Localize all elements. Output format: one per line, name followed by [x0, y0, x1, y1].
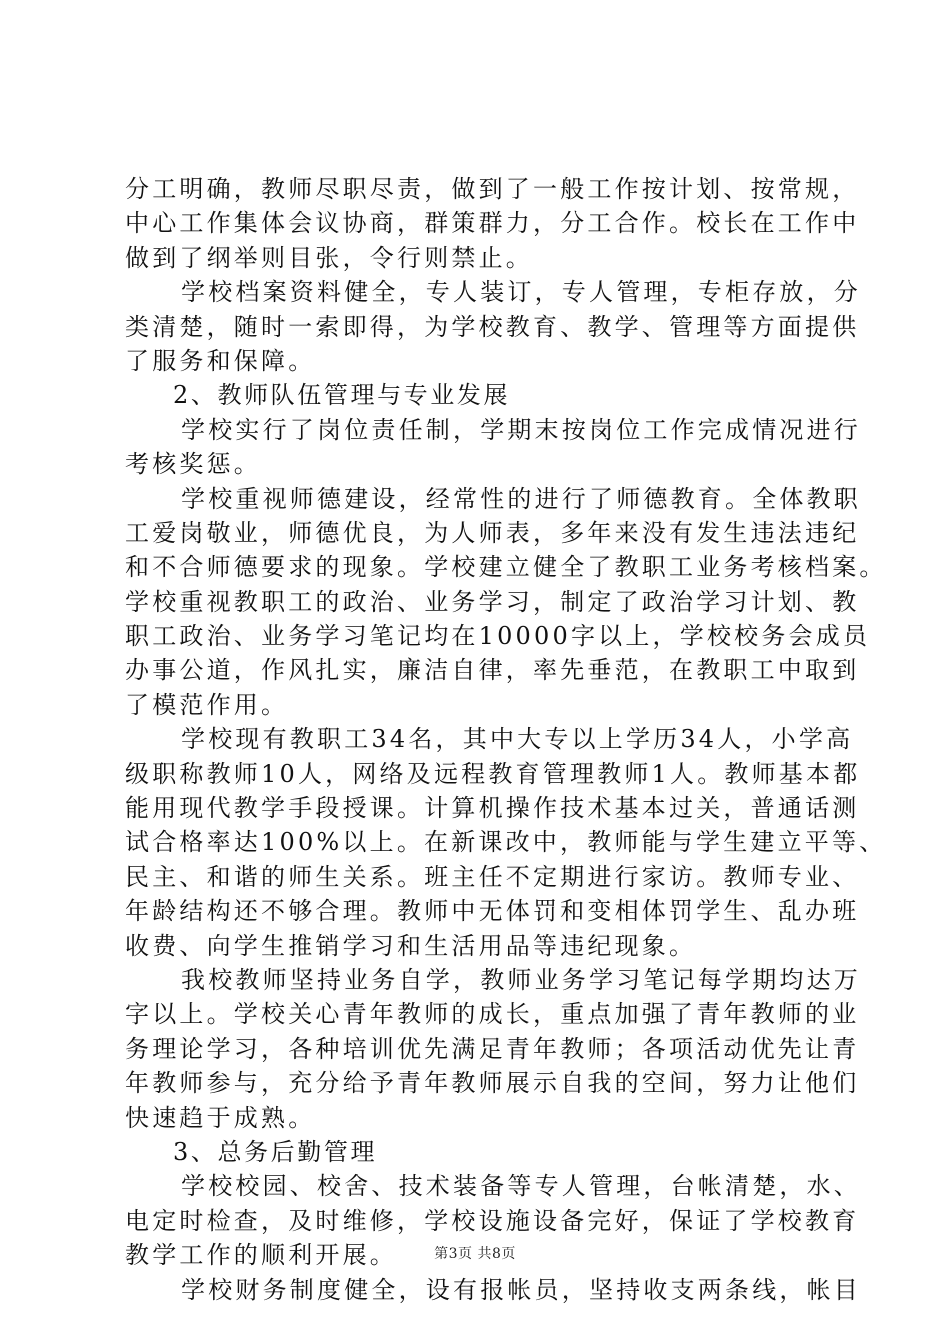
- text-line: 务理论学习，各种培训优先满足青年教师；各项活动优先让青: [125, 1034, 860, 1063]
- text-line: 考核奖惩。: [125, 450, 261, 479]
- text-line: 年教师参与，充分给予青年教师展示自我的空间，努力让他们: [125, 1069, 860, 1098]
- text-line: 收费、向学生推销学习和生活用品等违纪现象。: [125, 931, 697, 960]
- text-line: 类清楚，随时一索即得，为学校教育、教学、管理等方面提供: [125, 312, 860, 341]
- text-line: 我校教师坚持业务自学，教师业务学习笔记每学期均达万: [181, 965, 861, 994]
- text-line: 办事公道，作风扎实，廉洁自律，率先垂范，在教职工中取到: [125, 656, 860, 685]
- text-line: 学校财务制度健全，设有报帐员，坚持收支两条线，帐目: [181, 1275, 861, 1304]
- text-line: 学校档案资料健全，专人装订，专人管理，专柜存放，分: [181, 278, 861, 307]
- text-line: 中心工作集体会议协商，群策群力，分工合作。校长在工作中: [125, 209, 860, 238]
- section-heading: 2、教师队伍管理与专业发展: [173, 381, 511, 410]
- text-line: 学校实行了岗位责任制，学期末按岗位工作完成情况进行: [181, 415, 861, 444]
- text-line: 学校现有教职工34名，其中大专以上学历34人，小学高: [181, 725, 854, 754]
- text-line: 做到了纲举则目张，令行则禁止。: [125, 243, 533, 272]
- text-line: 工爱岗敬业，师德优良，为人师表，多年来没有发生违法违纪: [125, 518, 860, 547]
- text-line: 年龄结构还不够合理。教师中无体罚和变相体罚学生、乱办班: [125, 897, 860, 926]
- text-line: 能用现代教学手段授课。计算机操作技术基本过关，普通话测: [125, 794, 860, 823]
- section-heading: 3、总务后勤管理: [173, 1137, 378, 1166]
- text-line: 分工明确，教师尽职尽责，做到了一般工作按计划、按常规，: [125, 175, 860, 203]
- text-line: 了服务和保障。: [125, 346, 316, 375]
- text-line: 和不合师德要求的现象。学校建立健全了教职工业务考核档案。: [125, 553, 887, 582]
- document-body: [125, 172, 887, 1307]
- text-line: 电定时检查，及时维修，学校设施设备完好，保证了学校教育: [125, 1206, 860, 1235]
- text-line: 字以上。学校关心青年教师的成长，重点加强了青年教师的业: [125, 1000, 860, 1029]
- text-line: 学校重视教职工的政治、业务学习，制定了政治学习计划、教: [125, 587, 860, 616]
- text-line: 试合格率达100%以上。在新课改中，教师能与学生建立平等、: [125, 828, 887, 857]
- text-line: 了模范作用。: [125, 690, 289, 719]
- text-line: 快速趋于成熟。: [125, 1103, 316, 1132]
- page-footer: 第3页 共8页: [434, 1246, 516, 1262]
- text-line: 职工政治、业务学习笔记均在10000字以上，学校校务会成员: [125, 622, 871, 651]
- text-line: 学校重视师德建设，经常性的进行了师德教育。全体教职: [181, 484, 861, 513]
- text-line: 级职称教师10人，网络及远程教育管理教师1人。教师基本都: [125, 759, 861, 788]
- text-line: 民主、和谐的师生关系。班主任不定期进行家访。教师专业、: [125, 862, 860, 891]
- text-line: 学校校园、校舍、技术装备等专人管理，台帐清楚，水、: [181, 1172, 861, 1201]
- text-line: 教学工作的顺利开展。: [125, 1241, 397, 1270]
